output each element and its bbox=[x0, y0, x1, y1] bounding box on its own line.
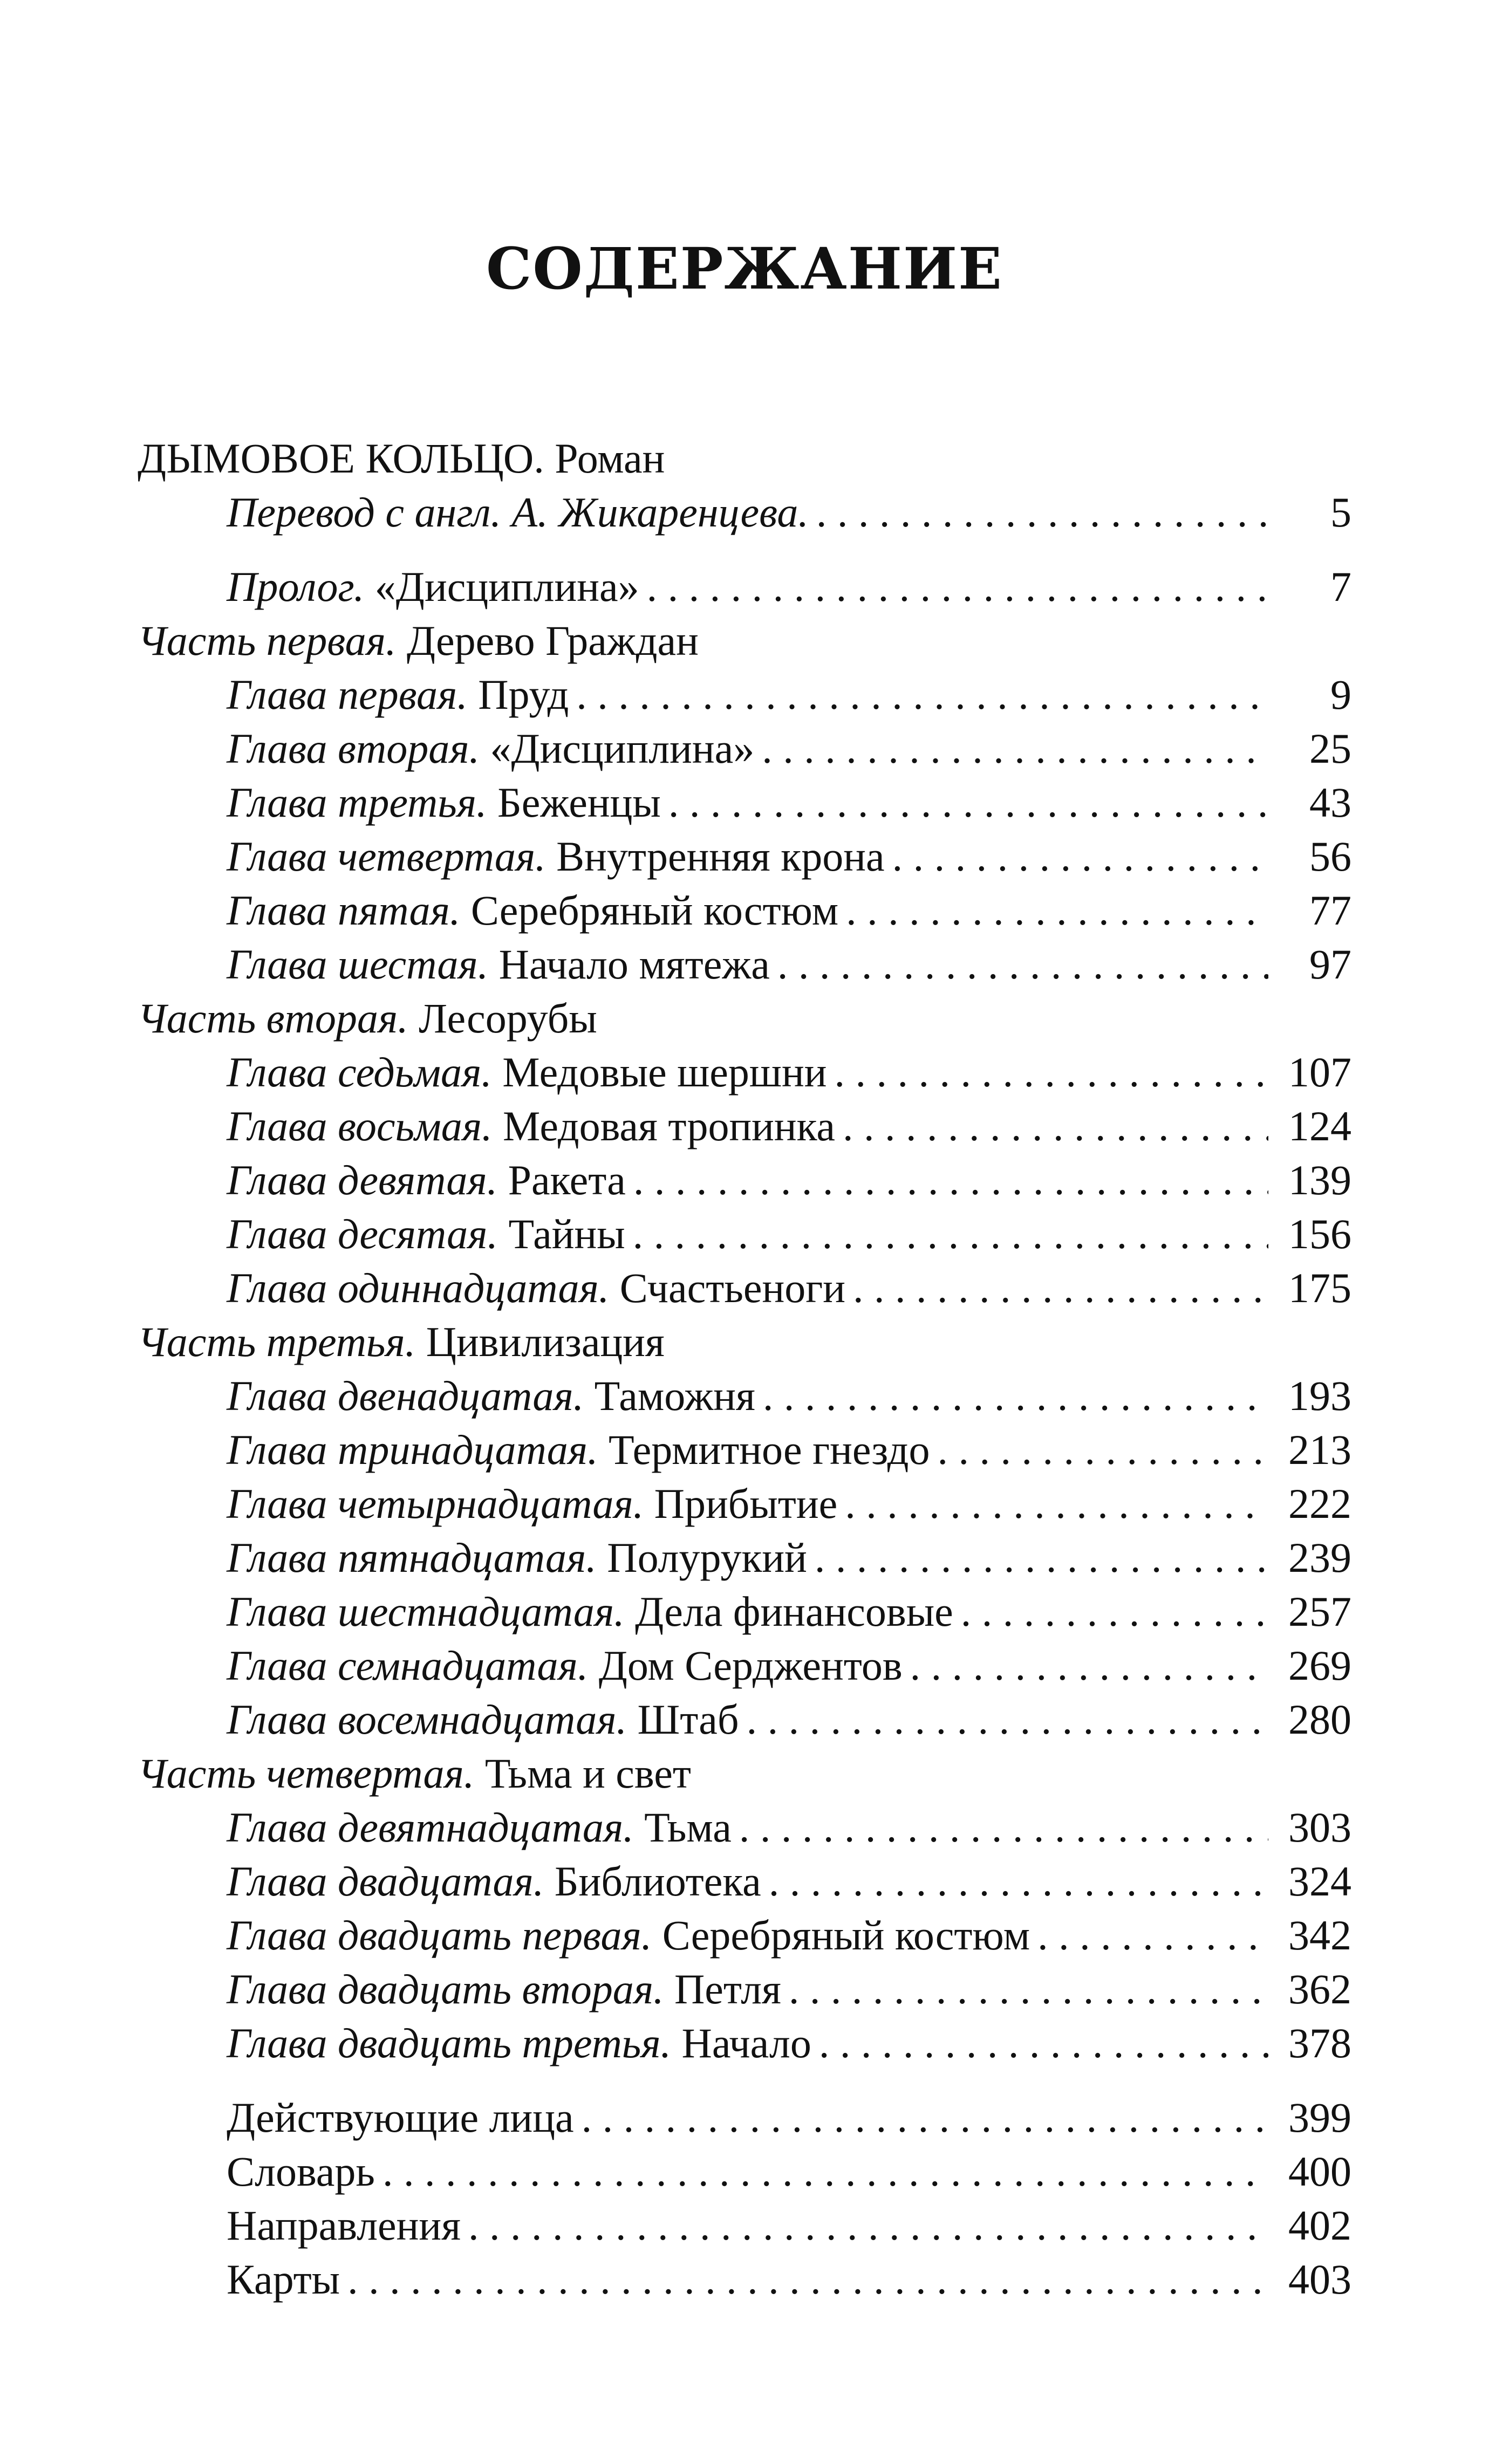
toc-entry-italic-part: Часть вторая. bbox=[138, 995, 408, 1042]
toc-entry-label bbox=[138, 614, 699, 668]
toc-section-heading bbox=[138, 432, 1351, 485]
toc-page-number: 5 bbox=[1330, 489, 1351, 536]
toc-entry-label bbox=[227, 2253, 340, 2306]
toc-entry-italic-part: Глава первая. bbox=[227, 671, 468, 718]
dot-leader bbox=[633, 1153, 1268, 1207]
toc-page-number: 269 bbox=[1288, 1642, 1351, 1689]
toc-entry bbox=[138, 1908, 1351, 1962]
toc-entry-title: Петля bbox=[674, 1966, 781, 2013]
toc-entry-italic-part: Глава пятая. bbox=[227, 887, 461, 934]
dot-leader bbox=[789, 1962, 1268, 2016]
toc-page-number: 213 bbox=[1288, 1426, 1351, 1473]
toc-page-number: 239 bbox=[1288, 1534, 1351, 1581]
toc-entry-italic-part: Часть четвертая. bbox=[138, 1750, 475, 1797]
toc-entry bbox=[138, 776, 1351, 830]
toc-entry-title: ДЫМОВОЕ КОЛЬЦО. Роман bbox=[138, 435, 665, 482]
toc-entry-italic-part: Глава седьмая. bbox=[227, 1049, 492, 1096]
toc-entry bbox=[138, 1962, 1351, 2016]
dot-leader bbox=[633, 1207, 1268, 1261]
toc-entry-italic-part: Глава восемнадцатая. bbox=[227, 1696, 627, 1743]
dot-leader bbox=[763, 1369, 1268, 1423]
dot-leader bbox=[347, 2253, 1268, 2306]
toc-entry bbox=[138, 1423, 1351, 1477]
toc-entry-title: Дерево Граждан bbox=[406, 617, 699, 664]
toc-entry-title: Начало мятежа bbox=[498, 941, 770, 988]
toc-entry-italic-part: Глава вторая. bbox=[227, 725, 480, 772]
toc-entry bbox=[138, 1854, 1351, 1908]
dot-leader bbox=[892, 830, 1268, 884]
toc-entry-italic-part: Глава четырнадцатая. bbox=[227, 1480, 644, 1527]
toc-entry-title: Таможня bbox=[594, 1372, 755, 1419]
dot-leader bbox=[739, 1801, 1268, 1854]
toc-entry-title: Дела финансовые bbox=[635, 1588, 953, 1635]
toc-entry bbox=[138, 2199, 1351, 2253]
toc-section-heading bbox=[138, 1747, 1351, 1801]
dot-leader bbox=[819, 2016, 1268, 2070]
toc-entry-title: «Дисциплина» bbox=[490, 725, 755, 772]
toc-entry-title: Штаб bbox=[637, 1696, 739, 1743]
dot-leader bbox=[853, 1261, 1268, 1315]
toc-page-number: 124 bbox=[1288, 1103, 1351, 1149]
toc-entry-italic-part: Глава девятая. bbox=[227, 1156, 498, 1203]
toc-entry bbox=[138, 2145, 1351, 2199]
toc-entry-label bbox=[227, 560, 639, 614]
toc-entry-title: Начало bbox=[681, 2020, 811, 2066]
toc-entry bbox=[138, 1153, 1351, 1207]
toc-entry bbox=[138, 1585, 1351, 1639]
toc-page-number: 402 bbox=[1288, 2202, 1351, 2249]
toc-page-number: 399 bbox=[1288, 2094, 1351, 2141]
dot-leader bbox=[1037, 1908, 1268, 1962]
toc-entry bbox=[138, 1207, 1351, 1261]
toc-page-number: 222 bbox=[1288, 1480, 1351, 1527]
dot-leader bbox=[777, 937, 1268, 991]
toc-entry-label bbox=[138, 991, 597, 1045]
toc-entry-label bbox=[227, 722, 754, 776]
dot-leader bbox=[938, 1423, 1269, 1477]
toc-entry-italic-part: Глава двенадцатая. bbox=[227, 1372, 584, 1419]
dot-leader bbox=[843, 1099, 1268, 1153]
toc-entry-title: Направления bbox=[227, 2202, 461, 2249]
toc-entry-label bbox=[138, 1747, 691, 1801]
toc-entry-title: Карты bbox=[227, 2256, 340, 2303]
toc-entry-italic-part: Глава семнадцатая. bbox=[227, 1642, 589, 1689]
dot-leader bbox=[846, 884, 1268, 937]
toc-entry-title: Серебряный костюм bbox=[470, 887, 839, 934]
table-of-contents bbox=[138, 432, 1351, 2306]
toc-entry bbox=[138, 668, 1351, 722]
toc-entry-title: Термитное гнездо bbox=[608, 1426, 930, 1473]
toc-entry-label bbox=[227, 937, 770, 991]
toc-entry-title: Цивилизация bbox=[426, 1318, 665, 1365]
toc-entry-title: Библиотека bbox=[554, 1858, 761, 1905]
toc-entry-italic-part: Глава двадцать вторая. bbox=[227, 1966, 664, 2013]
toc-entry-title: Словарь bbox=[227, 2148, 375, 2195]
toc-entry-title: Медовые шершни bbox=[502, 1049, 827, 1096]
toc-page-number: 362 bbox=[1288, 1966, 1351, 2013]
toc-entry-title: Счастьеноги bbox=[619, 1264, 846, 1311]
toc-entry-label bbox=[227, 1369, 755, 1423]
dot-leader bbox=[647, 560, 1268, 614]
toc-entry bbox=[138, 2253, 1351, 2306]
toc-page-number: 156 bbox=[1288, 1210, 1351, 1257]
dot-leader bbox=[468, 2199, 1268, 2253]
dot-leader bbox=[582, 2091, 1268, 2145]
toc-entry-label bbox=[227, 1801, 732, 1854]
toc-entry bbox=[138, 1099, 1351, 1153]
toc-entry-label bbox=[227, 1962, 781, 2016]
toc-entry-title: Тьма bbox=[644, 1804, 732, 1851]
toc-page-number: 280 bbox=[1288, 1696, 1351, 1743]
toc-entry-italic-part: Глава восьмая. bbox=[227, 1103, 493, 1149]
toc-entry-italic-part: Глава двадцать третья. bbox=[227, 2020, 672, 2066]
toc-entry-italic-part: Глава десятая. bbox=[227, 1210, 498, 1257]
dot-leader bbox=[762, 722, 1268, 776]
toc-entry-label bbox=[138, 432, 665, 485]
toc-entry bbox=[138, 2016, 1351, 2070]
toc-entry-label bbox=[227, 1585, 953, 1639]
toc-entry bbox=[138, 1045, 1351, 1099]
toc-entry-italic-part: Глава шестая. bbox=[227, 941, 489, 988]
toc-page-number: 342 bbox=[1288, 1912, 1351, 1959]
toc-entry-title: Действующие лица bbox=[227, 2094, 574, 2141]
toc-entry bbox=[138, 1261, 1351, 1315]
toc-page-number: 9 bbox=[1330, 671, 1351, 718]
toc-entry-title: Пруд bbox=[478, 671, 569, 718]
toc-page-number: 107 bbox=[1288, 1049, 1351, 1096]
toc-entry-title: Дом Серджентов bbox=[598, 1642, 903, 1689]
toc-section-heading bbox=[138, 991, 1351, 1045]
toc-entry-label bbox=[227, 1261, 845, 1315]
toc-entry bbox=[138, 560, 1351, 614]
dot-leader bbox=[816, 485, 1268, 539]
toc-page-number: 7 bbox=[1330, 563, 1351, 610]
toc-entry-italic-part: Часть третья. bbox=[138, 1318, 416, 1365]
toc-page-number: 303 bbox=[1288, 1804, 1351, 1851]
toc-entry-title: Тайны bbox=[508, 1210, 625, 1257]
toc-entry-italic-part: Пролог. bbox=[227, 563, 365, 610]
toc-entry-italic-part: Глава двадцать первая. bbox=[227, 1912, 652, 1959]
toc-entry bbox=[138, 2091, 1351, 2145]
toc-entry-title: Серебряный костюм bbox=[662, 1912, 1030, 1959]
toc-entry-title: «Дисциплина» bbox=[374, 563, 639, 610]
toc-entry-label bbox=[227, 485, 809, 539]
toc-entry-title: Внутренняя крона bbox=[556, 833, 885, 880]
dot-leader bbox=[747, 1693, 1268, 1747]
toc-entry bbox=[138, 1477, 1351, 1531]
toc-entry-label bbox=[227, 776, 661, 830]
toc-page-number: 175 bbox=[1288, 1264, 1351, 1311]
toc-entry-label bbox=[227, 1854, 761, 1908]
toc-entry-italic-part: Глава двадцатая. bbox=[227, 1858, 544, 1905]
toc-entry-label bbox=[227, 1639, 903, 1693]
toc-entry-title: Тьма и свет bbox=[484, 1750, 692, 1797]
toc-entry bbox=[138, 1801, 1351, 1854]
toc-page-number: 400 bbox=[1288, 2148, 1351, 2195]
toc-page-number: 56 bbox=[1309, 833, 1351, 880]
toc-entry-label bbox=[227, 1423, 930, 1477]
dot-leader bbox=[383, 2145, 1268, 2199]
toc-page-number: 25 bbox=[1309, 725, 1351, 772]
toc-entry-label bbox=[227, 1531, 807, 1585]
toc-page-number: 77 bbox=[1309, 887, 1351, 934]
toc-entry-label bbox=[227, 1153, 626, 1207]
toc-entry-label bbox=[227, 2016, 811, 2070]
toc-page-number: 403 bbox=[1288, 2256, 1351, 2303]
toc-entry-italic-part: Глава тринадцатая. bbox=[227, 1426, 598, 1473]
toc-entry-title: Прибытие bbox=[654, 1480, 838, 1527]
toc-entry-label bbox=[227, 2199, 461, 2253]
toc-entry bbox=[138, 1639, 1351, 1693]
toc-page-number: 139 bbox=[1288, 1156, 1351, 1203]
toc-entry-label bbox=[227, 668, 569, 722]
toc-entry-italic-part: Глава пятнадцатая. bbox=[227, 1534, 597, 1581]
toc-entry-title: Беженцы bbox=[497, 779, 661, 826]
toc-entry-italic-part: Глава третья. bbox=[227, 779, 487, 826]
toc-page-number: 97 bbox=[1309, 941, 1351, 988]
dot-leader bbox=[769, 1854, 1268, 1908]
toc-entry-italic-part: Глава девятнадцатая. bbox=[227, 1804, 634, 1851]
toc-entry-label bbox=[227, 884, 838, 937]
toc-entry bbox=[138, 1693, 1351, 1747]
toc-page-number: 193 bbox=[1288, 1372, 1351, 1419]
toc-entry-label bbox=[227, 1045, 827, 1099]
dot-leader bbox=[668, 776, 1268, 830]
toc-entry-italic-part: Глава одиннадцатая. bbox=[227, 1264, 610, 1311]
toc-entry-title: Лесорубы bbox=[419, 995, 597, 1042]
toc-entry bbox=[138, 884, 1351, 937]
toc-page-number: 43 bbox=[1309, 779, 1351, 826]
toc-entry bbox=[138, 722, 1351, 776]
dot-leader bbox=[845, 1477, 1268, 1531]
toc-entry-italic-part: Перевод с англ. А. Жикаренцева. bbox=[227, 489, 809, 536]
toc-page-number: 324 bbox=[1288, 1858, 1351, 1905]
dot-leader bbox=[815, 1531, 1268, 1585]
toc-entry-label bbox=[227, 2091, 574, 2145]
toc-section-heading bbox=[138, 1315, 1351, 1369]
toc-entry-label bbox=[227, 1693, 739, 1747]
toc-entry bbox=[138, 1369, 1351, 1423]
dot-leader bbox=[576, 668, 1268, 722]
toc-section-heading bbox=[138, 614, 1351, 668]
toc-entry-italic-part: Глава шестнадцатая. bbox=[227, 1588, 625, 1635]
dot-leader bbox=[961, 1585, 1268, 1639]
toc-entry bbox=[138, 485, 1351, 539]
toc-entry-label bbox=[227, 1099, 835, 1153]
toc-entry-label bbox=[227, 830, 885, 884]
toc-entry-title: Полурукий bbox=[607, 1534, 807, 1581]
toc-entry-label bbox=[138, 1315, 665, 1369]
toc-entry-label bbox=[227, 2145, 375, 2199]
toc-entry bbox=[138, 830, 1351, 884]
dot-leader bbox=[834, 1045, 1268, 1099]
toc-entry-label bbox=[227, 1207, 625, 1261]
toc-page-number: 257 bbox=[1288, 1588, 1351, 1635]
toc-entry-label bbox=[227, 1477, 837, 1531]
page-title: СОДЕРЖАНИЕ bbox=[486, 235, 1003, 302]
dot-leader bbox=[910, 1639, 1268, 1693]
toc-entry-title: Ракета bbox=[508, 1156, 626, 1203]
toc-entry-italic-part: Часть первая. bbox=[138, 617, 397, 664]
toc-entry-italic-part: Глава четвертая. bbox=[227, 833, 546, 880]
toc-page-number: 378 bbox=[1288, 2020, 1351, 2066]
toc-entry bbox=[138, 1531, 1351, 1585]
toc-entry-label bbox=[227, 1908, 1030, 1962]
toc-entry bbox=[138, 937, 1351, 991]
toc-entry-title: Медовая тропинка bbox=[503, 1103, 836, 1149]
